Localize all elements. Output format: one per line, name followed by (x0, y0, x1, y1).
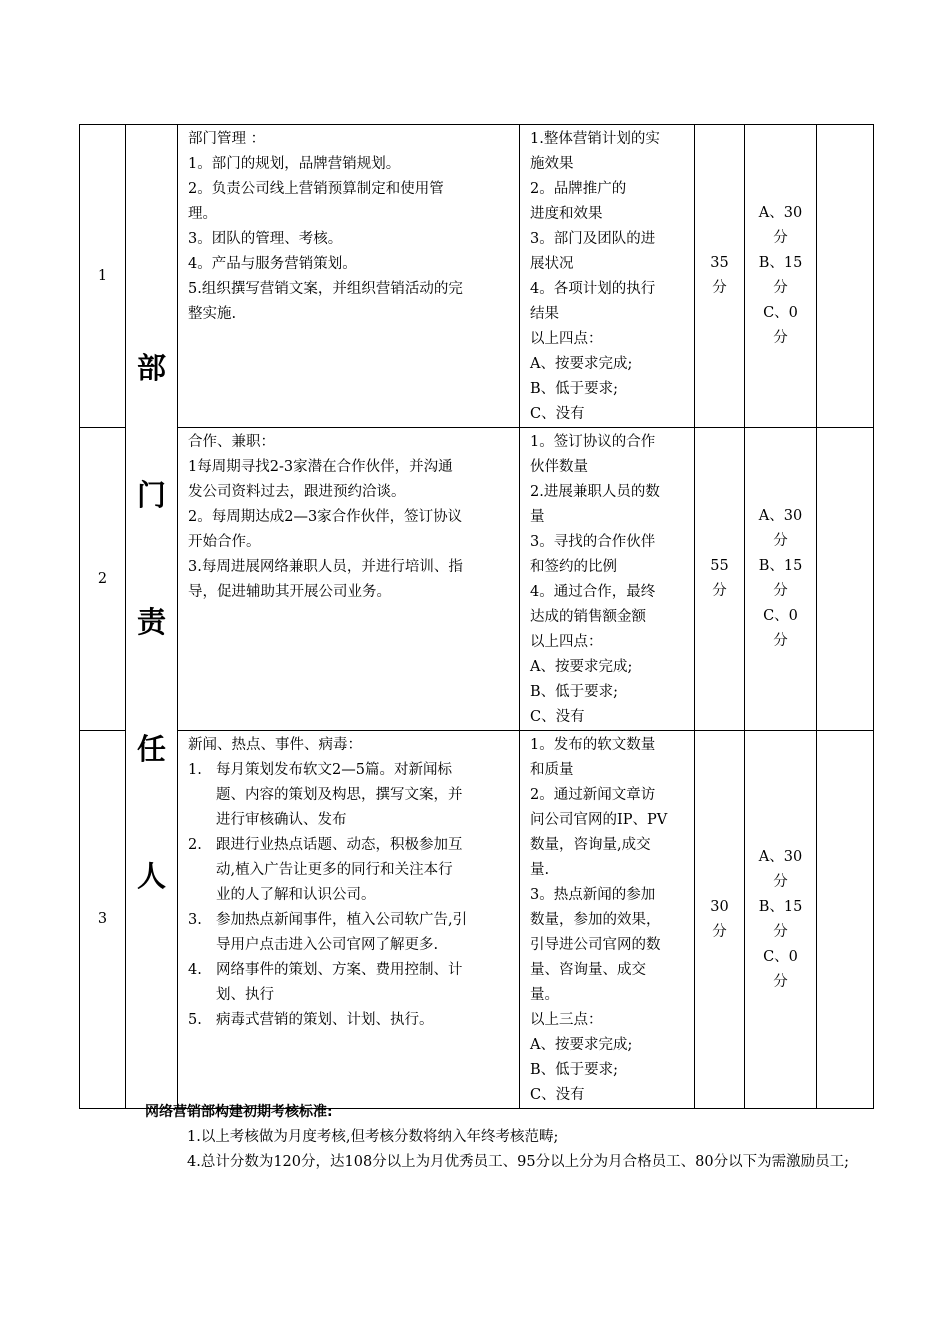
list-item: 4. 网络事件的策划、方案、费用控制、计 划、执行 (188, 962, 463, 1003)
list-item: 2. 跟进行业热点话题、动态，积极参加互 动,植入广告让更多的同行和关注本行 业的人了解和认识公司。 (188, 837, 463, 903)
department-responsible-cell (126, 125, 178, 1109)
table-row-1 (80, 125, 874, 428)
grade-scale: A、30 分 B、15 分 C、0 分 (745, 428, 817, 731)
notes-title: 网络营销部构建初期考核标准: (145, 1104, 333, 1120)
table-row-3 (80, 731, 874, 1109)
task-list (188, 758, 511, 1033)
table-row-2 (80, 428, 874, 731)
note-paragraph: 4.总计分数为120分，达108分以上为月优秀员工、95分以上分为月合格员工、80分以下为需激励员工; (187, 1154, 849, 1170)
list-item: 5. 病毒式营销的策划、计划、执行。 (188, 1012, 434, 1028)
department-label: 部 门 责 任 人 (136, 351, 166, 893)
task-description: 新闻、热点、事件、病毒： 1. 每月策划发布软文2—5篇。对新闻标 题、内容的策划及构思，撰写文案，并 进行审核确认、发布 2. 跟进行业热点话题、动态，积极参加互 动,植入广告让更多的同行和关注本行 业的人了解和认识公司。 3. 参加热点新闻事件，植入公司软广告,引 导用户点击进入公司官网了解更多. 4. 网络事件的策划、方案、费用控制、计 划、执行 5. 病毒式营销的策划、计划、执行。 (178, 731, 520, 1109)
note-paragraph: 1.以上考核做为月度考核,但考核分数将纳入年终考核范畴; (187, 1129, 559, 1145)
score-weight: 35 分 (695, 125, 745, 428)
empty-cell (817, 731, 874, 1109)
score-weight: 55 分 (695, 428, 745, 731)
task-description: 部门管理 ： 1。部门的规划，品牌营销规划。 2。负责公司线上营销预算制定和使用管 理。 3。团队的管理、考核。 4。产品与服务营销策划。 5.组织撰写营销文案，并组织营销活动的完 整实施. (178, 125, 520, 428)
row-number: 1 (80, 125, 126, 428)
assessment-criteria: 1.整体营销计划的实 施效果 2。品牌推广的 进度和效果 3。部门及团队的进 展状况 4。各项计划的执行 结果 以上四点： A、按要求完成; B、低于要求; C、没有 (520, 125, 695, 428)
assessment-standards-notes (145, 1100, 857, 1175)
task-description: 合作、兼职： 1每周期寻找2-3家潜在合作伙伴，并沟通 发公司资料过去，跟进预约洽谈。 2。每周期达成2—3家合作伙伴，签订协议 开始合作。 3.每周进展网络兼职人员，并进行培训、指 导，促进辅助其开展公司业务。 (178, 428, 520, 731)
score-weight: 30 分 (695, 731, 745, 1109)
empty-cell (817, 428, 874, 731)
row-number: 2 (80, 428, 126, 731)
list-item: 1. 每月策划发布软文2—5篇。对新闻标 题、内容的策划及构思，撰写文案，并 进行审核确认、发布 (188, 762, 463, 828)
assessment-criteria: 1。签订协议的合作 伙伴数量 2.进展兼职人员的数 量 3。寻找的合作伙伴 和签约的比例 4。通过合作，最终 达成的销售额金额 以上四点： A、按要求完成; B、低于要求; C、没有 (520, 428, 695, 731)
empty-cell (817, 125, 874, 428)
list-item: 3. 参加热点新闻事件，植入公司软广告,引 导用户点击进入公司官网了解更多. (188, 912, 468, 953)
row-number: 3 (80, 731, 126, 1109)
grade-scale: A、30 分 B、15 分 C、0 分 (745, 125, 817, 428)
assessment-table (79, 124, 874, 1109)
assessment-criteria: 1。发布的软文数量 和质量 2。通过新闻文章访 问公司官网的IP、PV 数量，咨询量,成交 量. 3。热点新闻的参加 数量，参加的效果， 引导进公司官网的数 量、咨询量、成交 量。 以上三点： A、按要求完成; B、低于要求; C、没有 (520, 731, 695, 1109)
grade-scale: A、30 分 B、15 分 C、0 分 (745, 731, 817, 1109)
